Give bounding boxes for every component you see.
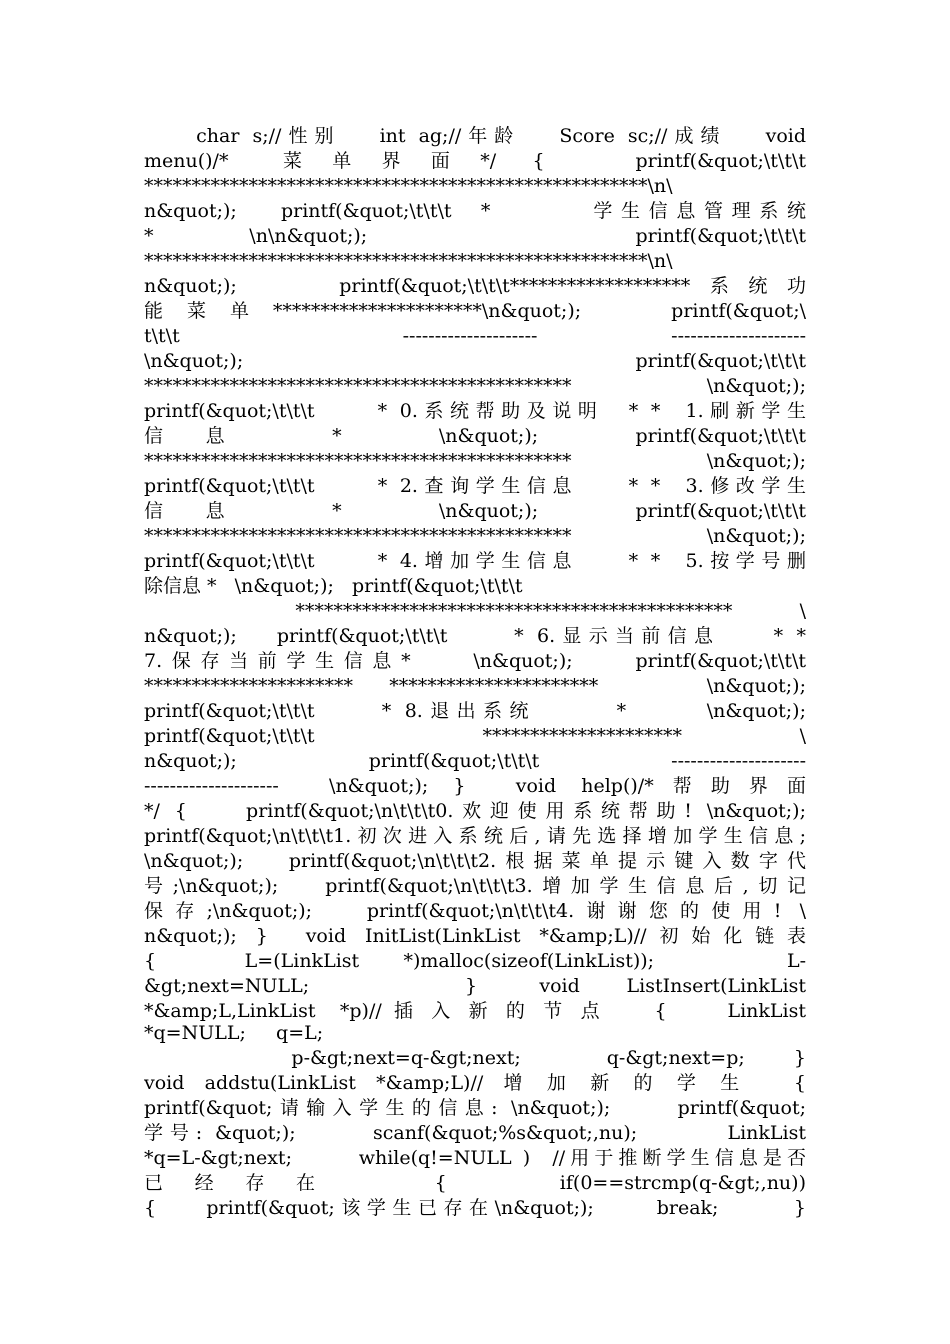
text-line: *q=L-&gt;next; while(q!=NULL ) //用于推断学生信息是否	[144, 1147, 806, 1169]
text-line: n&quot;); printf(&quot;\t\t\t * 6.显示当前信息 * *	[144, 625, 806, 647]
text-line: printf(&quot;\t\t\t * 4.增加学生信息 * * 5.按学号删	[144, 550, 806, 572]
text-line: *****************************************************\n\	[144, 250, 673, 272]
text-line: { L=(LinkList *)malloc(sizeof(LinkList)); L-	[144, 950, 806, 972]
text-line: n&quot;); printf(&quot;\t\t\t*******************系统功	[144, 275, 806, 297]
text-line: printf(&quot;\t\t\t * 8.退出系统 * \n&quot;);	[144, 700, 806, 722]
text-line: 信 息 * \n&quot;); printf(&quot;\t\t\t	[144, 425, 806, 447]
text-line: menu()/* 菜 单 界 面 */ { printf(&quot;\t\t\t	[144, 150, 806, 172]
text-line: 能菜单**********************\n&quot;); printf(&quot;\	[144, 300, 806, 322]
text-line: n&quot;); printf(&quot;\t\t\t ---------------------	[144, 750, 806, 772]
text-line: printf(&quot;\t\t\t * 2.查询学生信息 * * 3.修改学生	[144, 475, 806, 497]
text-line: 号;\n&quot;); printf(&quot;\n\t\t\t3.增加学生信息后,切记	[144, 875, 806, 897]
text-line: *****************************************************\n\	[144, 175, 673, 197]
text-line: --------------------- \n&quot;); } void help()/*帮助界面	[144, 775, 806, 797]
text-line: 学号: &quot;); scanf(&quot;%s&quot;,nu); LinkList	[144, 1122, 806, 1144]
text-line: printf(&quot;请输入学生的信息: \n&quot;); printf(&quot;	[144, 1097, 806, 1119]
text-line: \n&quot;); printf(&quot;\n\t\t\t2.根据菜单提示键入数字代	[144, 850, 806, 872]
text-line: 除信息 * \n&quot;); printf(&quot;\t\t\t	[144, 575, 523, 597]
text-line: t\t\t --------------------- ---------------------	[144, 325, 806, 347]
text-line: n&quot;); } void InitList(LinkList *&amp;L)//初始化链表	[144, 925, 806, 947]
text-line: printf(&quot;\n\t\t\t1.初次进入系统后,请先选择增加学生信息;	[144, 825, 806, 847]
text-line: printf(&quot;\t\t\t * 0.系统帮助及说明 * * 1.刷新学生	[144, 400, 806, 422]
text-line: 保存;\n&quot;); printf(&quot;\n\t\t\t4.谢谢您的使用! \	[144, 900, 806, 922]
text-line: ********************** ********************** \n&quot;);	[144, 675, 806, 697]
text-line: ********************************************* \n&quot;);	[144, 525, 806, 547]
text-line: void addstu(LinkList *&amp;L)// 增 加 新 的 学 生 {	[144, 1072, 806, 1094]
text-line: * \n\n&quot;); printf(&quot;\t\t\t	[144, 225, 806, 247]
text-line: ********************************************** \	[144, 600, 806, 622]
text-line: 7.保存当前学生信息* \n&quot;); printf(&quot;\t\t\t	[144, 650, 806, 672]
text-line: ********************************************* \n&quot;);	[144, 375, 806, 397]
text-line: ********************************************* \n&quot;);	[144, 450, 806, 472]
text-line: n&quot;); printf(&quot;\t\t\t * 学生信息管理系统	[144, 200, 806, 222]
text-line: 信 息 * \n&quot;); printf(&quot;\t\t\t	[144, 500, 806, 522]
text-line: &gt;next=NULL; } void ListInsert(LinkList	[144, 975, 806, 997]
text-line: p-&gt;next=q-&gt;next; q-&gt;next=p; }	[144, 1047, 806, 1069]
text-line: { printf(&quot;该学生已存在\n&quot;); break; }	[144, 1197, 806, 1219]
text-line: char s;//性别 int ag;//年龄 Score sc;//成绩 void	[144, 125, 806, 147]
text-line: *&amp;L,LinkList *p)// 插 入 新 的 节 点 { LinkList	[144, 1000, 806, 1022]
text-line: printf(&quot;\t\t\t ********************* \	[144, 725, 806, 747]
text-line: \n&quot;); printf(&quot;\t\t\t	[144, 350, 806, 372]
text-line: *q=NULL; q=L;	[144, 1022, 324, 1044]
text-line: 已 经 存 在 { if(0==strcmp(q-&gt;,nu))	[144, 1172, 806, 1194]
text-line: */ { printf(&quot;\n\t\t\t0.欢迎使用系统帮助! \n&quot;);	[144, 800, 806, 822]
